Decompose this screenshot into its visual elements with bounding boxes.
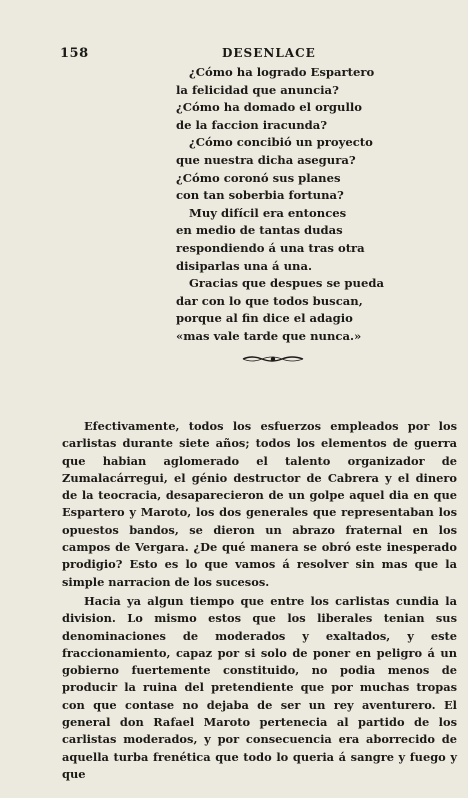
poem-line: ¿Cómo ha domado el orgullo [176, 100, 362, 115]
poem-line: «mas vale tarde que nunca.» [176, 328, 362, 343]
poem-line: ¿Cómo concibió un proyecto [189, 135, 373, 150]
poem-line: Gracias que despues se pueda [189, 276, 384, 291]
poem-line: ¿Cómo ha logrado Espartero [189, 65, 375, 79]
poem-line: ¿Cómo coronó sus planes [176, 170, 341, 185]
body-text [62, 418, 457, 783]
poem [176, 64, 406, 346]
poem-line: respondiendo á una tras otra [176, 240, 365, 255]
paragraph: Hacia ya algun tiempo que entre los carlistas cundia la division. Lo mismo estos que los liberales tenian sus denominaciones de moderados y exaltados, y este fraccionamiento, capaz por si solo de poner en peligro á un gobierno fuertemente constituido, no podia menos de producir la ruina del pretendiente que por muchas tropas con que contase no dejaba de ser un rey aventurero. El general don Rafael Maroto pertenecia al partido de los carlistas moderados, y por consecuencia era aborrecido de aquella turba frenética que todo lo queria á sangre y fuego y que [62, 593, 457, 781]
poem-line: disiparlas una á una. [176, 258, 313, 273]
poem-line: Muy difícil era entonces [189, 205, 347, 220]
poem-line: que nuestra dicha asegura? [176, 152, 356, 167]
poem-line: en medio de tantas dudas [176, 223, 343, 238]
ornament-divider-icon [242, 354, 304, 364]
poem-line: porque al fin dice el adagio [176, 311, 353, 326]
poem-line: dar con lo que todos buscan, [176, 293, 363, 308]
poem-line: la felicidad que anuncia? [176, 82, 339, 97]
poem-line: de la faccion iracunda? [176, 117, 328, 132]
poem-line: con tan soberbia fortuna? [176, 188, 344, 203]
paragraph: Efectivamente, todos los esfuerzos empleados por los carlistas durante siete años; todos los elementos de guerra que habian aglomerado el talento organizador de Zumalacárregui, el génio destructor de Cabrera y el dinero de la teocracia, desaparecieron de un golpe aquel dia en que Espartero y Maroto, los dos generales que representaban los opuestos bandos, se dieron un abrazo fraternal en los campos de Vergara. ¿De qué manera se obró este inesperado prodigio? Esto es lo que vamos á resolver sin mas que la simple narracion de los sucesos. [62, 419, 457, 589]
running-head: DESENLACE [222, 46, 316, 60]
page-number: 158 [60, 46, 89, 61]
